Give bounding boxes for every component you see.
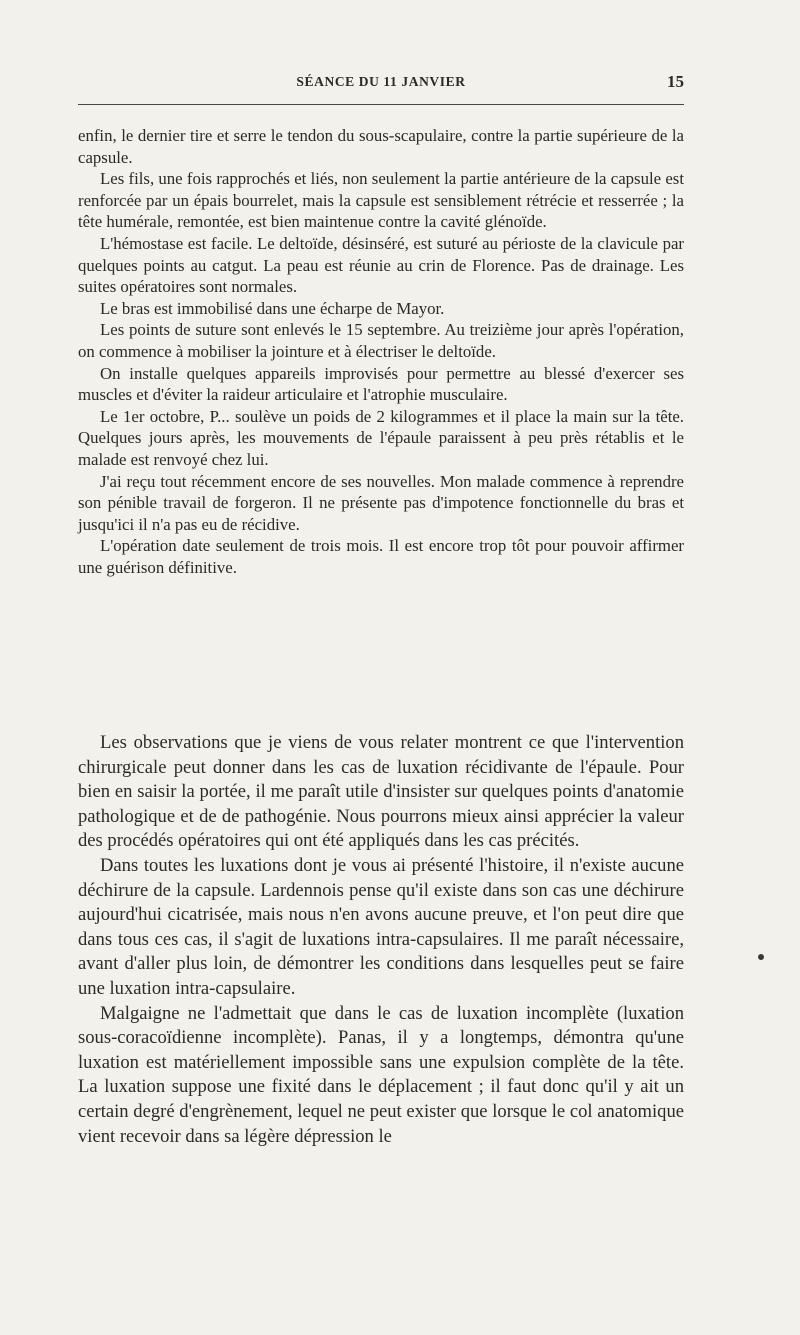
page-number: 15 [667,72,684,91]
paragraph: enfin, le dernier tire et serre le tendon du sous-scapulaire, contre la partie supérieure de la capsule. [78,126,684,167]
paragraph: L'hémostase est facile. Le deltoïde, désinséré, est suturé au périoste de la clavicule par quelques points au catgut. La peau est réunie au crin de Florence. Pas de drainage. Les suites opératoires sont normales. [78,233,684,297]
paragraph: On installe quelques appareils improvisés pour permettre au blessé d'exercer ses muscles et d'éviter la raideur articulaire et l'atrophie musculaire. [78,363,684,405]
header-rule [78,104,684,105]
paragraph: Dans toutes les luxations dont je vous ai présenté l'histoire, il n'existe aucune déchirure de la capsule. Lardennois pense qu'il existe dans son cas une déchirure aujourd'hui cicatrisée, mais nous n'en avons aucune preuve, et l'on peut dire que dans tous ces cas, il s'agit de luxations intra-capsulaires. Il me paraît nécessaire, avant d'aller plus loin, de démontrer les conditions dans lesquelles peut se faire une luxation intra-capsulaire. [78,854,684,999]
header-title: SÉANCE DU 11 JANVIER [296,74,466,89]
paragraph: Les fils, une fois rapprochés et liés, non seulement la partie antérieure de la capsule est renforcée par un épais bourrelet, mais la capsule est sensiblement rétrécie et resserrée ; la tête humérale, remontée, est bien maintenue contre la cavité glénoïde. [78,169,684,232]
discussion-text [78,731,684,1149]
paragraph: J'ai reçu tout récemment encore de ses nouvelles. Mon malade commence à reprendre son pénible travail de forgeron. Il ne présente pas d'impotence fonctionnelle du bras et jusqu'ici il n'a pas eu de récidive. [78,471,684,534]
ink-speck [758,954,764,960]
paragraph: Les points de suture sont enlevés le 15 septembre. Au treizième jour après l'opération, on commence à mobiliser la jointure et à électriser le deltoïde. [78,320,684,361]
observation-text [78,125,684,578]
running-header [78,72,684,96]
paragraph: Les observations que je viens de vous relater montrent ce que l'intervention chirurgicale peut donner dans les cas de luxation récidivante de l'épaule. Pour bien en saisir la portée, il me paraît utile d'insister sur quelques points d'anatomie pathologique et de de pathogénie. Nous pourrons mieux ainsi apprécier la valeur des procédés opératoires qui ont été appliqués dans les cas précités. [78,732,684,852]
paragraph: Malgaigne ne l'admettait que dans le cas de luxation incomplète (luxation sous-coracoïdienne incomplète). Panas, il y a longtemps, démontra qu'une luxation est matériellement impossible sans une expulsion complète de la tête. La luxation suppose une fixité dans le déplacement ; il faut donc qu'il y ait un certain degré d'engrènement, lequel ne peut exister que lorsque le col anatomique vient recevoir dans sa légère dépression le [78,1002,684,1147]
paragraph: Le 1er octobre, P... soulève un poids de 2 kilogrammes et il place la main sur la tête. Quelques jours après, les mouvements de l'épaule paraissent à peu près rétablis et le malade est renvoyé chez lui. [78,406,684,469]
paragraph: L'opération date seulement de trois mois. Il est encore trop tôt pour pouvoir affirmer une guérison définitive. [78,536,684,577]
paragraph: Le bras est immobilisé dans une écharpe de Mayor. [100,298,445,318]
